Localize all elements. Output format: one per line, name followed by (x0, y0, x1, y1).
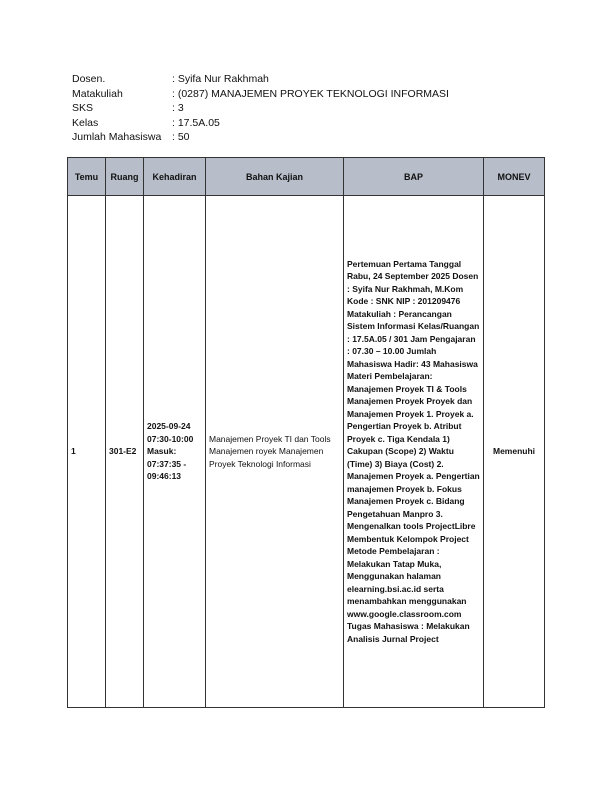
monev-cell: Memenuhi (484, 196, 545, 708)
column-header-ruang: Ruang (106, 158, 144, 196)
kehadiran-cell: 2025-09-24 07:30-10:00 Masuk: 07:37:35 - 09:46:13 (144, 196, 206, 708)
bap-cell: Pertemuan Pertama Tanggal Rabu, 24 September 2025 Dosen : Syifa Nur Rakhmah, M.Kom Kode : SNK NIP : 201209476 Matakuliah : Perancangan Sistem Informasi Kelas/Ruangan : 17.5A.05 / 301 Jam Pengajaran : 07.30 – 10.00 Jumlah Mahasiswa Hadir: 43 Mahasiswa Materi Pembelajaran: Manajemen Proyek TI & Tools Manajemen Proyek Proyek dan Manajemen Proyek 1. Proyek a. Pengertian Proyek b. Atribut Proyek c. Tiga Kendala 1) Cakupan (Scope) 2) Waktu (Time) 3) Biaya (Cost) 2. Manajemen Proyek a. Pengertian manajemen Proyek b. Fokus Manajemen Proyek c. Bidang Pengetahuan Manpro 3. Mengenalkan tools ProjectLibre Membentuk Kelompok Project Metode Pembelajaran : Melakukan Tatap Muka, Menggunakan halaman elearning.bsi.ac.id serta menambahkan menggunakan www.google.classroom.com Tugas Mahasiswa : Melakukan Analisis Jurnal Project (344, 196, 484, 708)
bahan-kajian-cell: Manajemen Proyek TI dan Tools Manajemen royek Manajemen Proyek Teknologi Informasi (206, 196, 344, 708)
jumlah-row (72, 130, 449, 145)
matakuliah-label: Matakuliah (72, 87, 123, 100)
sks-label: SKS (72, 102, 94, 114)
column-header-bahan-kajian: Bahan Kajian (206, 158, 344, 196)
kelas-row (72, 116, 449, 131)
kelas-value: : 17.5A.05 (172, 116, 220, 129)
column-header-bap: BAP (344, 158, 484, 196)
ruang-cell: 301-E2 (106, 196, 144, 708)
attendance-table (67, 157, 545, 708)
course-header (72, 72, 449, 145)
matakuliah-value: : (0287) MANAJEMEN PROYEK TEKNOLOGI INFORMASI (172, 87, 449, 100)
dosen-value: : Syifa Nur Rakhmah (172, 73, 269, 85)
kelas-label: Kelas (72, 116, 99, 129)
jumlah-label: Jumlah Mahasiswa (72, 131, 162, 143)
dosen-label: Dosen. (72, 73, 106, 85)
table-row (68, 196, 545, 708)
column-header-kehadiran: Kehadiran (144, 158, 206, 196)
temu-cell: 1 (68, 196, 106, 708)
sks-row (72, 101, 449, 116)
jumlah-value: : 50 (172, 131, 190, 143)
table-header-row (68, 158, 545, 196)
dosen-row (72, 72, 449, 87)
column-header-temu: Temu (68, 158, 106, 196)
sks-value: : 3 (172, 102, 184, 114)
matakuliah-row (72, 87, 449, 102)
column-header-monev: MONEV (484, 158, 545, 196)
